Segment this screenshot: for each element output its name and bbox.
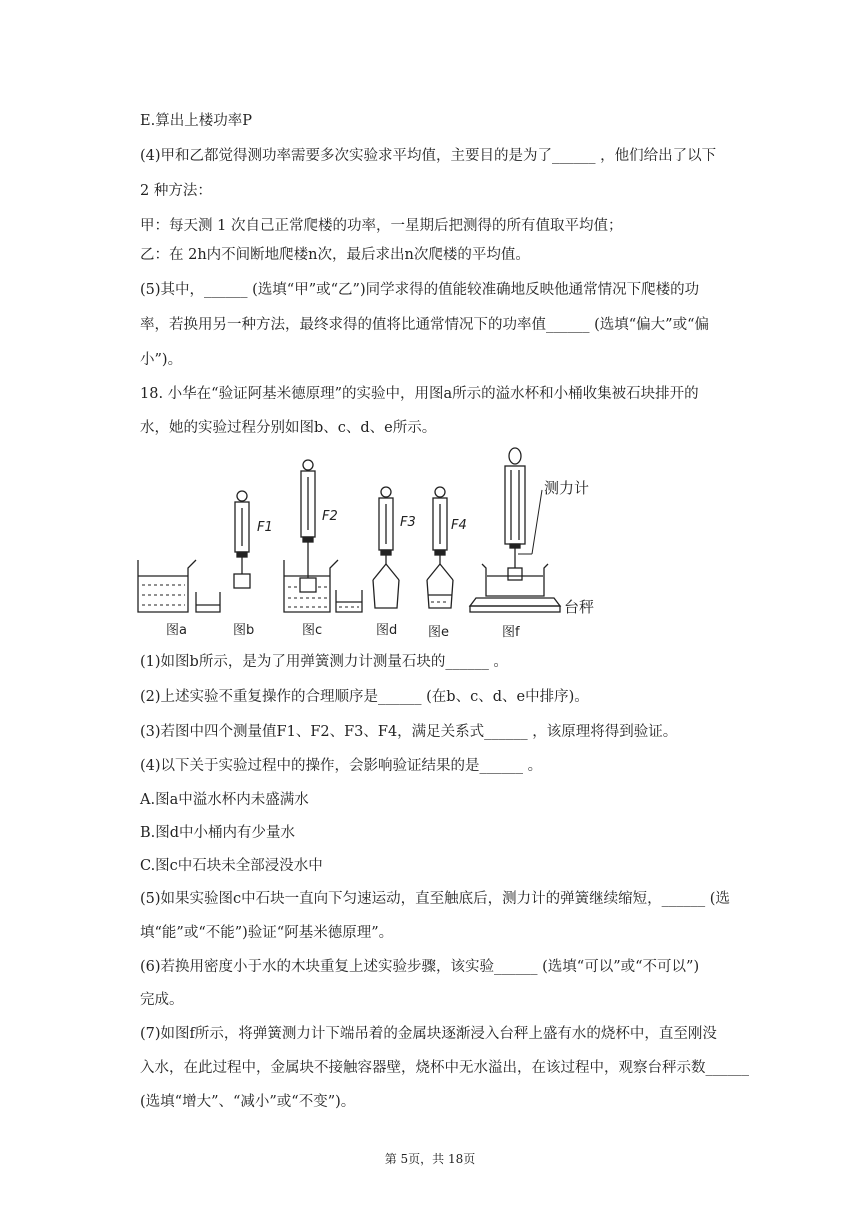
q4: (4)以下关于实验过程中的操作，会影响验证结果的是______ 。 xyxy=(140,758,543,774)
question-5-line-2: 率，若换用另一种方法，最终求得的值将比通常情况下的功率值______ (选填“偏大”或“偏 xyxy=(140,317,710,333)
method-jia: 甲：每天测 1 次自己正常爬楼的功率，一星期后把测得的所有值取平均值； xyxy=(140,218,623,234)
caption-a: 图a xyxy=(166,623,187,638)
caption-f: 图f xyxy=(502,625,520,640)
caption-b: 图b xyxy=(233,623,255,638)
option-a: A.图a中溢水杯内未盛满水 xyxy=(140,792,309,808)
q6-line-2: 完成。 xyxy=(140,992,184,1008)
label-meter: 测力计 xyxy=(544,479,590,497)
question-4-line-2: 2 种方法： xyxy=(140,183,212,199)
q7-line-2: 入水，在此过程中，金属块不接触容器壁，烧杯中无水溢出，在该过程中，观察台秤示数______ xyxy=(140,1060,749,1076)
page-footer: 第 5页，共 18页 xyxy=(384,1152,476,1166)
label-f2: F2 xyxy=(322,509,338,524)
label-f1: F1 xyxy=(257,520,273,535)
q5-line-1: (5)如果实验图c中石块一直向下匀速运动，直至触底后，测力计的弹簧继续缩短，______ (选 xyxy=(140,891,730,907)
spring-scale-b xyxy=(234,491,250,588)
label-scale: 台秤 xyxy=(564,598,595,616)
question-4-line-1: (4)甲和乙都觉得测功率需要多次实验求平均值，主要目的是为了______ ，他们给出了以下 xyxy=(140,148,717,164)
q5-line-2: 填“能”或“不能”)验证“阿基米德原理”。 xyxy=(140,925,394,941)
caption-e: 图e xyxy=(428,625,449,640)
label-f4: F4 xyxy=(451,518,467,533)
q1: (1)如图b所示，是为了用弹簧测力计测量石块的______ 。 xyxy=(140,654,508,670)
overflow-cup-a xyxy=(138,560,220,612)
caption-d: 图d xyxy=(376,623,398,638)
problem-18-line-2: 水，她的实验过程分别如图b、c、d、e所示。 xyxy=(140,420,437,436)
spring-scale-f xyxy=(470,448,560,612)
q7-line-1: (7)如图f所示，将弹簧测力计下端吊着的金属块逐渐浸入台秤上盛有水的烧杯中，直至刚没 xyxy=(140,1026,717,1042)
option-e: E.算出上楼功率P xyxy=(140,113,252,129)
q3: (3)若图中四个测量值F1、F2、F3、F4，满足关系式______ ，该原理将得到验证。 xyxy=(140,724,678,740)
q6-line-1: (6)若换用密度小于水的木块重复上述实验步骤，该实验______ (选填“可以”或“不可以”) xyxy=(140,959,700,975)
method-yi: 乙：在 2h内不间断地爬楼n次，最后求出n次爬楼的平均值。 xyxy=(140,247,530,263)
spring-scale-c xyxy=(284,460,362,612)
option-b: B.图d中小桶内有少量水 xyxy=(140,825,296,841)
caption-c: 图c xyxy=(302,623,323,638)
spring-scale-d xyxy=(373,487,399,608)
spring-scale-e xyxy=(427,487,453,608)
question-5-line-3: 小”)。 xyxy=(140,352,183,368)
question-5-line-1: (5)其中，______ (选填“甲”或“乙”)同学求得的值能较准确地反映他通常情况下爬楼的功 xyxy=(140,282,700,298)
q2: (2)上述实验不重复操作的合理顺序是______ (在b、c、d、e中排序)。 xyxy=(140,689,589,705)
label-f3: F3 xyxy=(400,515,416,530)
option-c: C.图c中石块未全部浸没水中 xyxy=(140,858,323,874)
problem-18-line-1: 18. 小华在“验证阿基米德原理”的实验中，用图a所示的溢水杯和小桶收集被石块排开的 xyxy=(140,386,699,402)
experiment-figure xyxy=(130,440,600,646)
q7-line-3: (选填“增大”、“减小”或“不变”)。 xyxy=(140,1094,356,1110)
